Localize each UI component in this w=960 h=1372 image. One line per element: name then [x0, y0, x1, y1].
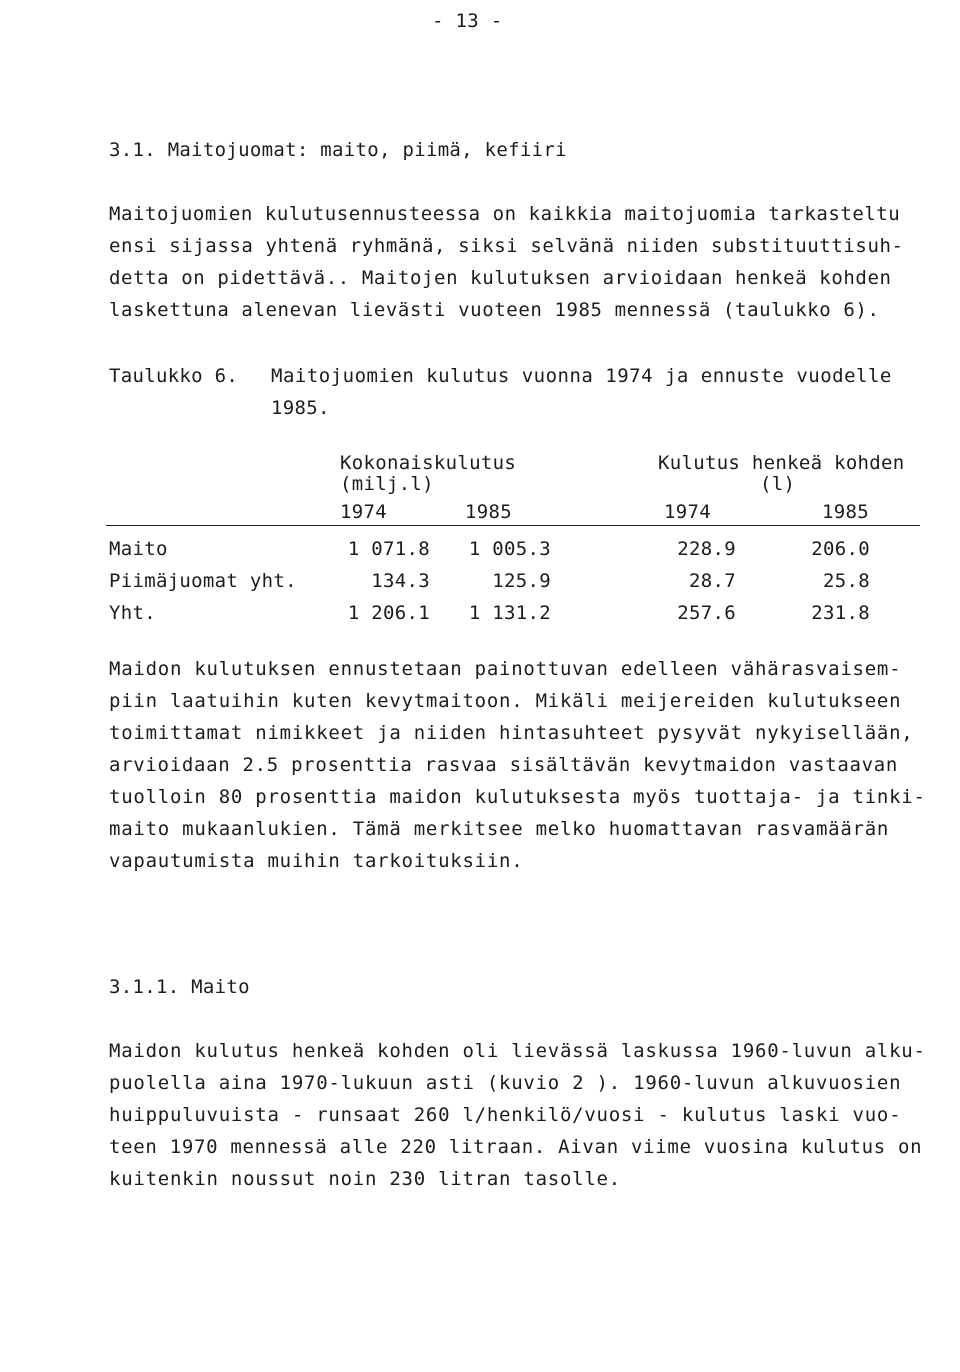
paragraph-line: piin laatuihin kuten kevytmaitoon. Mikäli meijereiden kulutukseen [109, 690, 902, 712]
column-group-header-per-capita: Kulutus henkeä kohden [658, 452, 905, 474]
column-group-header-total: Kokonaiskulutus [340, 452, 517, 474]
column-year: 1974 [664, 501, 711, 523]
column-year: 1985 [465, 501, 512, 523]
table-caption: Maitojuomien kulutus vuonna 1974 ja ennuste vuodelle [271, 365, 892, 387]
table-cell: 206.0 [811, 538, 870, 560]
paragraph-line: toimittamat nimikkeet ja niiden hintasuhteet pysyvät nykyisellään, [109, 722, 914, 744]
table-header-rule [106, 525, 920, 526]
paragraph-line: Maidon kulutuksen ennustetaan painottuvan edelleen vähärasvaisem- [109, 658, 902, 680]
column-group-unit-per-capita: (l) [760, 473, 796, 495]
table-cell: 134.3 [371, 570, 430, 592]
table-cell: 1 005.3 [468, 538, 551, 560]
table-cell: 1 131.2 [468, 602, 551, 624]
row-label: Maito [109, 538, 168, 560]
paragraph-line: laskettuna alenevan lievästi vuoteen 1985 mennessä (taulukko 6). [109, 299, 880, 321]
paragraph-line: arvioidaan 2.5 prosenttia rasvaa sisältävän kevytmaidon vastaavan [109, 754, 899, 776]
subsection-heading: 3.1.1. Maito [109, 976, 250, 998]
paragraph-line: teen 1970 mennessä alle 220 litraan. Aivan viime vuosina kulutus on [109, 1136, 923, 1158]
paragraph-line: tuolloin 80 prosenttia maidon kulutuksesta myös tuottaja- ja tinki- [109, 786, 926, 808]
paragraph-line: Maitojuomien kulutusennusteessa on kaikkia maitojuomia tarkasteltu [109, 203, 901, 225]
section-heading: 3.1. Maitojuomat: maito, piimä, kefiiri [109, 139, 567, 161]
paragraph-line: vapautumista muihin tarkoituksiin. [109, 850, 524, 872]
table-cell: 25.8 [823, 570, 870, 592]
table-cell: 28.7 [689, 570, 736, 592]
table-cell: 231.8 [811, 602, 870, 624]
table-caption-continued: 1985. [271, 397, 330, 419]
paragraph-line: kuitenkin noussut noin 230 litran tasolle. [109, 1168, 621, 1190]
table-cell: 1 071.8 [347, 538, 430, 560]
table-label: Taulukko 6. [109, 365, 239, 387]
column-group-unit-total: (milj.l) [340, 473, 434, 495]
table-cell: 257.6 [677, 602, 736, 624]
paragraph-line: Maidon kulutus henkeä kohden oli lievässä laskussa 1960-luvun alku- [109, 1040, 926, 1062]
row-label: Piimäjuomat yht. [109, 570, 297, 592]
paragraph-line: huippuluvuista - runsaat 260 l/henkilö/vuosi - kulutus laski vuo- [109, 1104, 902, 1126]
paragraph-line: detta on pidettävä.. Maitojen kulutuksen arvioidaan henkeä kohden [109, 267, 892, 289]
table-cell: 1 206.1 [347, 602, 430, 624]
paragraph-line: maito mukaanlukien. Tämä merkitsee melko huomattavan rasvamäärän [109, 818, 890, 840]
row-label: Yht. [109, 602, 156, 624]
paragraph-line: ensi sijassa yhtenä ryhmänä, siksi selvänä niiden substituuttisuh- [109, 235, 904, 257]
column-year: 1974 [340, 501, 387, 523]
table-cell: 125.9 [492, 570, 551, 592]
column-year: 1985 [822, 501, 869, 523]
paragraph-line: puolella aina 1970-lukuun asti (kuvio 2 ). 1960-luvun alkuvuosien [109, 1072, 902, 1094]
page-number: - 13 - [432, 10, 503, 32]
table-cell: 228.9 [677, 538, 736, 560]
